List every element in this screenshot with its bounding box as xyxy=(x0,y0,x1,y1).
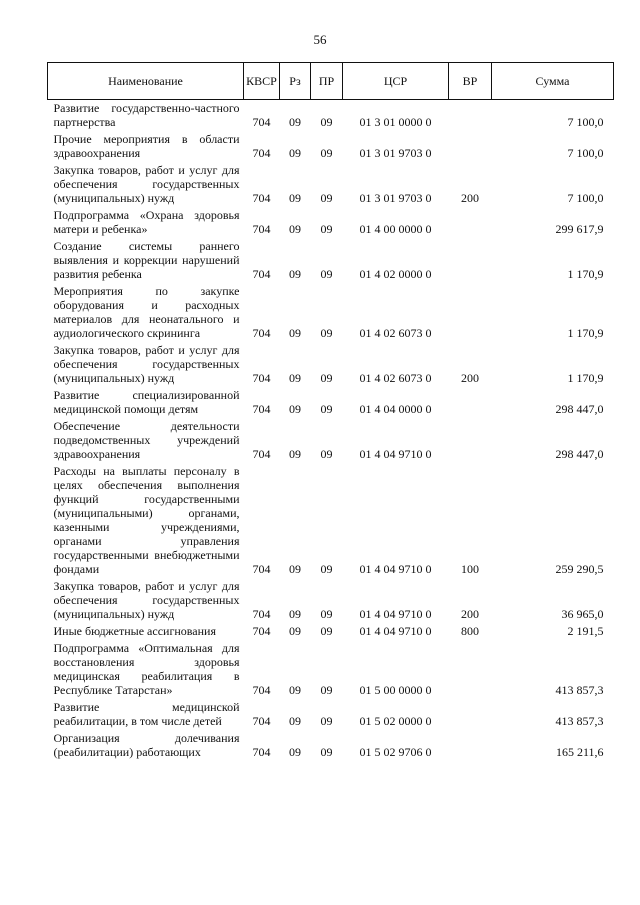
cell-sum: 298 447,0 xyxy=(555,447,604,461)
cell-rz: 09 xyxy=(289,447,301,461)
cell-sum: 7 100,0 xyxy=(567,146,604,160)
cell-csr: 01 4 02 6073 0 xyxy=(359,371,432,385)
cell-name: Подпрограмма «Охрана здоровья матери и ребенка» xyxy=(53,208,240,236)
cell-vr xyxy=(449,730,492,761)
cell-vr xyxy=(449,283,492,342)
cell-csr: 01 4 04 0000 0 xyxy=(359,402,432,416)
cell-pr: 09 xyxy=(320,115,333,129)
cell-rz: 09 xyxy=(289,624,301,638)
cell-name: Подпрограмма «Оптимальная для восстановления здоровья медицинская реабилитация в Республике Татарстан» xyxy=(53,641,240,697)
cell-name: Прочие мероприятия в области здравоохранения xyxy=(53,132,240,160)
cell-name: Организация долечивания (реабилитации) работающих xyxy=(53,731,240,759)
cell-vr: 200 xyxy=(461,371,479,385)
table-row xyxy=(48,162,614,207)
cell-sum: 165 211,6 xyxy=(555,745,604,759)
cell-csr: 01 4 04 9710 0 xyxy=(359,562,432,576)
cell-rz: 09 xyxy=(289,714,301,728)
cell-vr: 800 xyxy=(461,624,479,638)
cell-sum: 36 965,0 xyxy=(561,607,604,621)
cell-kvsr: 704 xyxy=(252,745,271,759)
cell-rz: 09 xyxy=(289,562,301,576)
table-row xyxy=(48,100,614,132)
cell-pr: 09 xyxy=(320,607,333,621)
cell-csr: 01 3 01 9703 0 xyxy=(359,146,432,160)
cell-name: Иные бюджетные ассигнования xyxy=(53,624,216,638)
cell-rz: 09 xyxy=(289,607,301,621)
cell-vr xyxy=(449,238,492,283)
header-name: Наименование xyxy=(48,63,244,100)
header-pr: ПР xyxy=(311,63,343,100)
table-row xyxy=(48,131,614,162)
table-row xyxy=(48,342,614,387)
cell-name: Расходы на выплаты персоналу в целях обеспечения выполнения функций государственными (муниципальными) органами, казенными учреждениями, органами управления государственными внебюджетными фондами xyxy=(53,464,240,576)
cell-pr: 09 xyxy=(320,146,333,160)
page-number: 56 xyxy=(313,32,327,47)
table-header xyxy=(48,63,614,100)
cell-sum: 2 191,5 xyxy=(567,624,604,638)
cell-kvsr: 704 xyxy=(252,146,271,160)
cell-pr: 09 xyxy=(320,326,333,340)
table-body xyxy=(48,100,614,762)
cell-vr xyxy=(449,387,492,418)
header-rz: Рз xyxy=(280,63,311,100)
cell-name: Развитие государственно-частного партнерства xyxy=(53,101,240,129)
table-row xyxy=(48,238,614,283)
cell-csr: 01 4 02 0000 0 xyxy=(359,267,432,281)
table-row xyxy=(48,387,614,418)
cell-vr xyxy=(449,699,492,730)
cell-vr: 200 xyxy=(461,191,479,205)
table-row xyxy=(48,623,614,640)
cell-name: Развитие медицинской реабилитации, в том числе детей xyxy=(53,700,240,728)
cell-pr: 09 xyxy=(320,562,333,576)
header-csr: ЦСР xyxy=(343,63,449,100)
budget-table xyxy=(47,62,614,761)
cell-vr: 200 xyxy=(461,607,479,621)
table-row xyxy=(48,578,614,623)
cell-rz: 09 xyxy=(289,267,301,281)
cell-kvsr: 704 xyxy=(252,714,271,728)
cell-sum: 7 100,0 xyxy=(567,115,604,129)
cell-kvsr: 704 xyxy=(252,562,271,576)
cell-kvsr: 704 xyxy=(252,371,271,385)
cell-rz: 09 xyxy=(289,115,301,129)
cell-kvsr: 704 xyxy=(252,115,271,129)
cell-pr: 09 xyxy=(320,402,333,416)
cell-rz: 09 xyxy=(289,402,301,416)
cell-rz: 09 xyxy=(289,222,301,236)
cell-pr: 09 xyxy=(320,267,333,281)
cell-sum: 1 170,9 xyxy=(567,371,604,385)
cell-name: Создание системы раннего выявления и коррекции нарушений развития ребенка xyxy=(53,239,240,281)
cell-sum: 259 290,5 xyxy=(555,562,604,576)
cell-sum: 7 100,0 xyxy=(567,191,604,205)
cell-name: Закупка товаров, работ и услуг для обеспечения государственных (муниципальных) нужд xyxy=(53,343,240,385)
cell-pr: 09 xyxy=(320,683,333,697)
cell-sum: 413 857,3 xyxy=(555,714,604,728)
cell-sum: 299 617,9 xyxy=(555,222,604,236)
cell-rz: 09 xyxy=(289,326,301,340)
header-vr: ВР xyxy=(449,63,492,100)
cell-name: Мероприятия по закупке оборудования и расходных материалов для неонатального и аудиологического скрининга xyxy=(53,284,240,340)
cell-csr: 01 4 04 9710 0 xyxy=(359,447,432,461)
cell-name: Развитие специализированной медицинской помощи детям xyxy=(53,388,240,416)
cell-csr: 01 4 02 6073 0 xyxy=(359,326,432,340)
cell-pr: 09 xyxy=(320,745,333,759)
cell-vr xyxy=(449,207,492,238)
table-row xyxy=(48,463,614,578)
cell-rz: 09 xyxy=(289,371,301,385)
table-row xyxy=(48,699,614,730)
header-sum: Сумма xyxy=(492,63,614,100)
cell-pr: 09 xyxy=(320,222,333,236)
cell-kvsr: 704 xyxy=(252,222,271,236)
table-row xyxy=(48,418,614,463)
cell-vr: 100 xyxy=(461,562,479,576)
cell-rz: 09 xyxy=(289,683,301,697)
cell-sum: 1 170,9 xyxy=(567,326,604,340)
cell-pr: 09 xyxy=(320,714,333,728)
cell-csr: 01 5 02 9706 0 xyxy=(359,745,432,759)
cell-csr: 01 4 04 9710 0 xyxy=(359,624,432,638)
cell-kvsr: 704 xyxy=(252,267,271,281)
cell-sum: 413 857,3 xyxy=(555,683,604,697)
cell-name: Обеспечение деятельности подведомственных учреждений здравоохранения xyxy=(53,419,240,461)
cell-kvsr: 704 xyxy=(252,683,271,697)
cell-sum: 298 447,0 xyxy=(555,402,604,416)
cell-csr: 01 4 00 0000 0 xyxy=(359,222,432,236)
cell-name: Закупка товаров, работ и услуг для обеспечения государственных (муниципальных) нужд xyxy=(53,579,240,621)
cell-csr: 01 4 04 9710 0 xyxy=(359,607,432,621)
table-row xyxy=(48,730,614,761)
cell-kvsr: 704 xyxy=(252,607,271,621)
cell-vr xyxy=(449,418,492,463)
cell-csr: 01 3 01 0000 0 xyxy=(359,115,432,129)
cell-kvsr: 704 xyxy=(252,191,271,205)
cell-rz: 09 xyxy=(289,745,301,759)
header-kvsr: КВСР xyxy=(244,63,280,100)
cell-kvsr: 704 xyxy=(252,326,271,340)
cell-rz: 09 xyxy=(289,146,301,160)
cell-pr: 09 xyxy=(320,191,333,205)
table-row xyxy=(48,283,614,342)
cell-vr xyxy=(449,100,492,132)
table-row xyxy=(48,640,614,699)
cell-csr: 01 5 02 0000 0 xyxy=(359,714,432,728)
cell-kvsr: 704 xyxy=(252,447,271,461)
cell-pr: 09 xyxy=(320,447,333,461)
cell-rz: 09 xyxy=(289,191,301,205)
cell-kvsr: 704 xyxy=(252,402,271,416)
table-row xyxy=(48,207,614,238)
cell-csr: 01 3 01 9703 0 xyxy=(359,191,432,205)
cell-pr: 09 xyxy=(320,371,333,385)
cell-vr xyxy=(449,131,492,162)
cell-kvsr: 704 xyxy=(252,624,271,638)
cell-pr: 09 xyxy=(320,624,333,638)
cell-name: Закупка товаров, работ и услуг для обеспечения государственных (муниципальных) нужд xyxy=(53,163,240,205)
cell-csr: 01 5 00 0000 0 xyxy=(359,683,432,697)
cell-sum: 1 170,9 xyxy=(567,267,604,281)
cell-vr xyxy=(449,640,492,699)
